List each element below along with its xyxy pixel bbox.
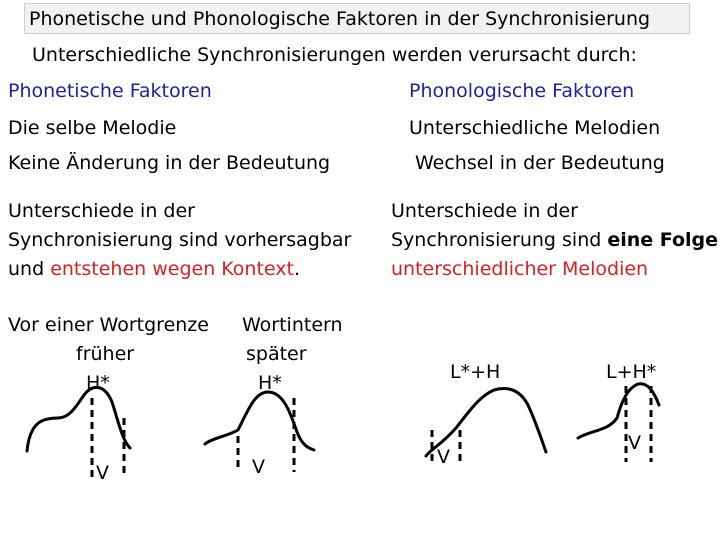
phonetic-para-highlight: entstehen wegen Kontext (50, 258, 294, 280)
phonological-line-2: Wechsel in der Bedeutung (415, 152, 665, 174)
diagram2-label-3: H* (258, 372, 282, 394)
phonological-para-text: Synchronisierung sind (391, 229, 608, 251)
phonetic-para-line-2: Synchronisierung sind vorhersagbar (8, 229, 352, 251)
diagram1-label-3: H* (86, 372, 110, 394)
phonetic-para-text: und (8, 258, 51, 280)
phonological-line-1: Unterschiedliche Melodien (409, 117, 661, 139)
diagram3-label: L*+H (450, 361, 501, 383)
diagram4-label: L+H* (606, 361, 657, 383)
diagram2-label-1: Wortintern (242, 314, 343, 336)
phonological-heading: Phonologische Faktoren (409, 80, 635, 102)
phonological-para-bold: eine Folge (607, 229, 719, 251)
diagram1-label-1: Vor einer Wortgrenze (8, 314, 209, 336)
diagram4-v-label: V (628, 432, 641, 454)
phonetic-line-1: Die selbe Melodie (8, 117, 177, 139)
phonetic-para-line-1: Unterschiede in der (8, 200, 195, 222)
phonological-para-line-3: unterschiedlicher Melodien (391, 258, 649, 280)
slide-title: Phonetische und Phonologische Faktoren in der Synchronisierung (29, 8, 651, 30)
phonetic-line-2: Keine Änderung in der Bedeutung (8, 152, 331, 174)
phonetic-para-period: . (293, 258, 301, 280)
diagram4-contour (578, 384, 659, 438)
diagram2-v-label: V (252, 456, 265, 478)
diagram3-v-label: V (437, 446, 450, 468)
phonological-para-line-1: Unterschiede in der (391, 200, 578, 222)
diagram1-contour (27, 387, 130, 451)
phonetic-heading: Phonetische Faktoren (8, 80, 212, 102)
slide-subtitle: Unterschiedliche Synchronisierungen werden verursacht durch: (32, 44, 637, 66)
diagram1-label-2: früher (76, 343, 135, 365)
diagram1-v-label: V (96, 462, 109, 484)
diagram2-contour (205, 392, 314, 450)
diagram3-contour (426, 389, 546, 456)
diagram2-label-2: später (246, 343, 307, 365)
